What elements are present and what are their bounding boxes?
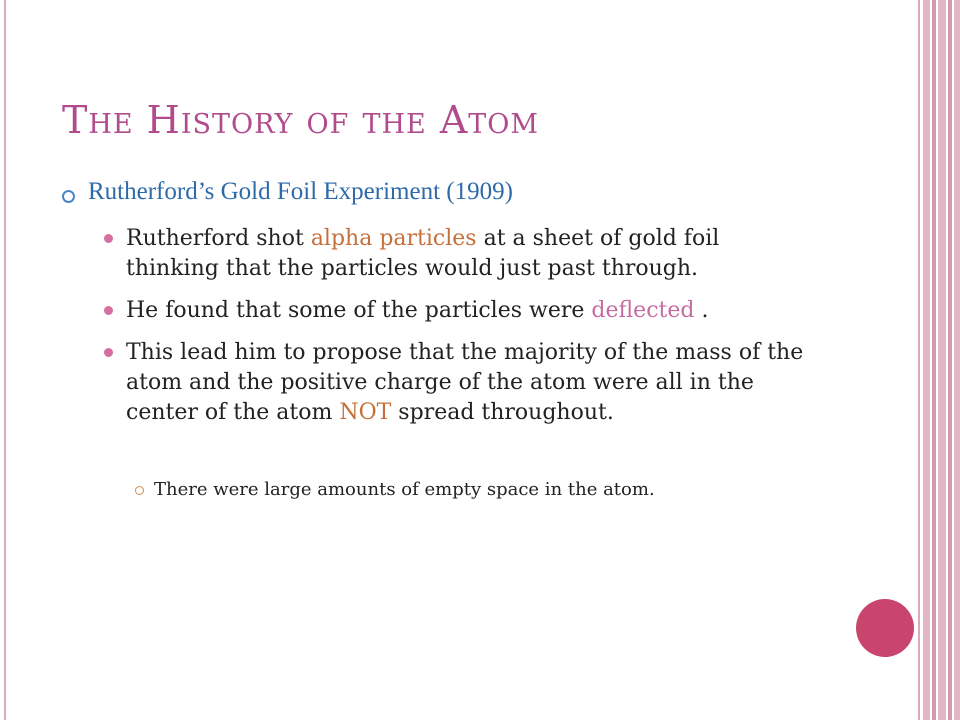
right-stripe: [932, 0, 936, 720]
bullet-item: [104, 296, 804, 326]
right-stripe: [948, 0, 952, 720]
ring-bullet-icon: [62, 190, 75, 203]
heading-text: Rutherford’s Gold Foil Experiment (1909): [88, 178, 513, 205]
bullet-text: [126, 224, 804, 284]
bullet-text: [126, 338, 804, 428]
right-stripe: [923, 0, 930, 720]
dot-bullet-icon: [104, 306, 113, 315]
ring-sub-bullet-icon: [135, 486, 144, 495]
bullet-text: [126, 296, 708, 326]
sub-bullet: [135, 479, 655, 500]
right-stripe: [954, 0, 960, 720]
bullet-text-part: This lead him to propose that the majority of the mass of the atom and the positive charge of the atom were all in the center of the atom: [126, 340, 804, 425]
right-frame-line: [918, 0, 920, 720]
highlight-not: NOT: [339, 400, 392, 425]
bullet-text-part: at a sheet of gold foil thinking that the particles would just past through.: [126, 226, 720, 281]
bullet-item: [104, 338, 804, 428]
dot-bullet-icon: [104, 348, 113, 357]
bullet-text-part: .: [694, 298, 709, 323]
bullet-text-part: spread throughout.: [391, 400, 614, 425]
left-frame-line: [4, 0, 6, 720]
right-stripe: [938, 0, 946, 720]
bullet-item: [104, 224, 804, 284]
slide-title: The History of the Atom: [62, 98, 540, 142]
sub-bullet-text: There were large amounts of empty space in the atom.: [154, 479, 655, 500]
accent-circle: [856, 599, 914, 657]
highlight-alpha-particles: alpha particles: [310, 226, 477, 251]
bullet-text-part: He found that some of the particles were: [126, 298, 592, 323]
heading-bullet: [62, 178, 513, 206]
bullet-text-part: Rutherford shot: [126, 226, 311, 251]
dot-bullet-icon: [104, 234, 113, 243]
highlight-deflected: deflected: [591, 298, 695, 323]
